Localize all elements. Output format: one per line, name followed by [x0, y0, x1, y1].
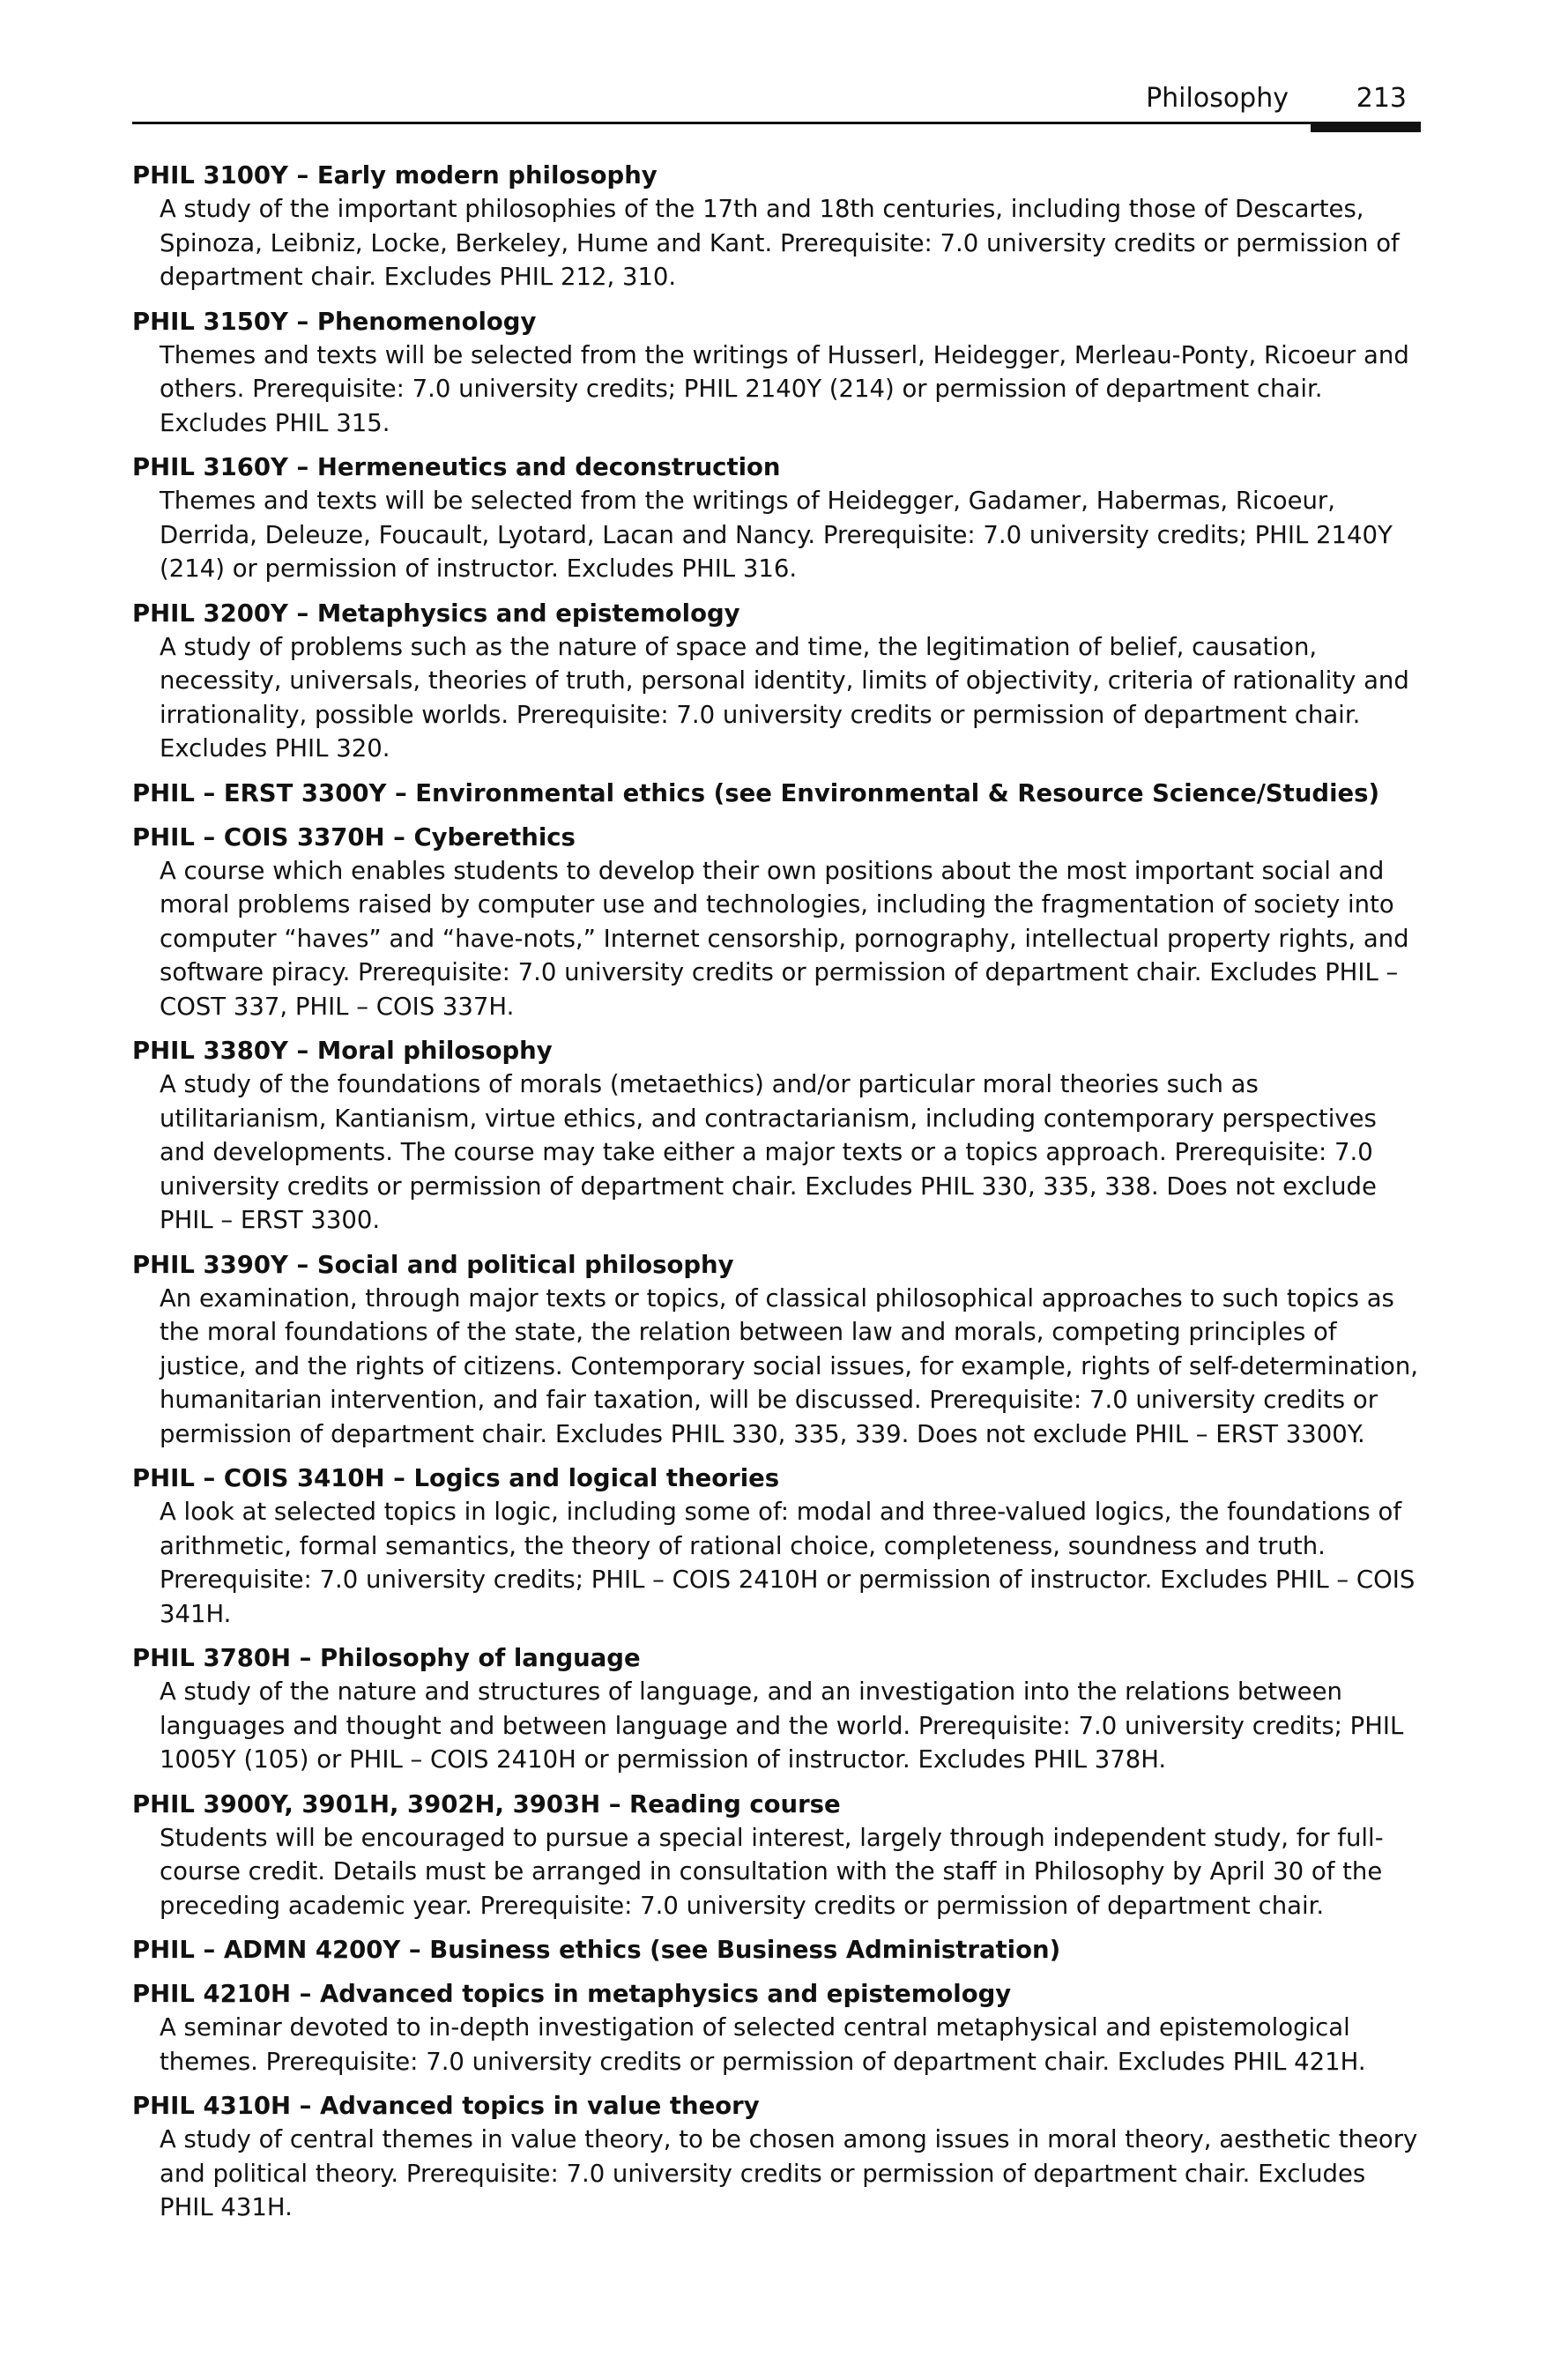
course-title: PHIL – ERST 3300Y – Environmental ethics (see Environmental & Resource Science/Studies): [132, 778, 1380, 807]
course-title: PHIL 3780H – Philosophy of language: [132, 1644, 641, 1672]
course-title: PHIL – COIS 3410H – Logics and logical theories: [132, 1464, 780, 1492]
header-tab-marker: [1311, 122, 1421, 132]
course-title: PHIL 3390Y – Social and political philosophy: [132, 1250, 734, 1279]
course-entry: [132, 1788, 1421, 1923]
course-description: A study of the foundations of morals (metaethics) and/or particular moral theories such as utilitarianism, Kantianism, virtue ethics, and contractarianism, including contemporary perspectives and developments. The course may take either a major texts or a topics approach. Prerequisite: 7.0 university credits or permission of department chair. Excludes PHIL 330, 335, 338. Does not exclude PHIL – ERST 3300.: [160, 1070, 1377, 1234]
course-description: An examination, through major texts or topics, of classical philosophical approaches to such topics as the moral foundations of the state, the relation between law and morals, competing principles of justice, and the rights of citizens. Contemporary social issues, for example, rights of self-determination, humanitarian intervention, and fair taxation, will be discussed. Prerequisite: 7.0 university credits or permission of department chair. Excludes PHIL 330, 335, 339. Does not exclude PHIL – ERST 3300Y.: [160, 1283, 1419, 1448]
course-title: PHIL 3160Y – Hermeneutics and deconstruction: [132, 453, 781, 481]
course-title: PHIL 4310H – Advanced topics in value theory: [132, 2092, 760, 2120]
course-description: Students will be encouraged to pursue a special interest, largely through independent study, for full-course credit. Details must be arranged in consultation with the staff in Philosophy by April 30 of the preceding academic year. Prerequisite: 7.0 university credits or permission of department chair.: [160, 1823, 1384, 1920]
course-description: A study of problems such as the nature of space and time, the legitimation of belief, causation, necessity, universals, theories of truth, personal identity, limits of objectivity, criteria of rationality and irrationality, possible worlds. Prerequisite: 7.0 university credits or permission of department chair. Excludes PHIL 320.: [160, 632, 1409, 762]
course-entry: [132, 159, 1421, 294]
course-entry: [132, 821, 1421, 1024]
course-entry: [132, 1641, 1421, 1777]
course-entry: [132, 450, 1421, 586]
course-entry: [132, 1933, 1421, 1967]
page-number: 213: [1356, 83, 1407, 114]
course-entry: [132, 305, 1421, 441]
course-title: PHIL 3380Y – Moral philosophy: [132, 1037, 553, 1065]
course-title: PHIL 3200Y – Metaphysics and epistemology: [132, 599, 740, 628]
course-entry: [132, 597, 1421, 766]
course-description: A course which enables students to develop their own positions about the most important social and moral problems raised by computer use and technologies, including the fragmentation of society into computer “haves” and “have-nots,” Internet censorship, pornography, intellectual property rights, and software piracy. Prerequisite: 7.0 university credits or permission of department chair. Excludes PHIL – COST 337, PHIL – COIS 337H.: [160, 856, 1409, 1021]
course-title: PHIL 4210H – Advanced topics in metaphysics and epistemology: [132, 1980, 1012, 2008]
course-description: Themes and texts will be selected from the writings of Husserl, Heidegger, Merleau-Ponty, Ricoeur and others. Prerequisite: 7.0 university credits; PHIL 2140Y (214) or permission of department chair. Excludes PHIL 315.: [160, 340, 1409, 437]
course-entry: [132, 1248, 1421, 1452]
course-description: A study of central themes in value theory, to be chosen among issues in moral theory, aesthetic theory and political theory. Prerequisite: 7.0 university credits or permission of department chair. Excludes PHIL 431H.: [160, 2125, 1418, 2221]
course-title: PHIL 3100Y – Early modern philosophy: [132, 161, 658, 190]
course-entry: [132, 2089, 1421, 2225]
running-head: [132, 81, 1421, 123]
course-description: A seminar devoted to in-depth investigation of selected central metaphysical and epistemological themes. Prerequisite: 7.0 university credits or permission of department chair. Excludes PHIL 421H.: [160, 2013, 1366, 2076]
course-list: [132, 159, 1421, 2235]
course-title: PHIL 3150Y – Phenomenology: [132, 307, 537, 336]
course-entry: [132, 1461, 1421, 1631]
course-entry: [132, 777, 1421, 810]
course-entry: [132, 1977, 1421, 2079]
course-description: A look at selected topics in logic, including some of: modal and three-valued logics, the foundations of arithmetic, formal semantics, the theory of rational choice, completeness, soundness and truth. Prerequisite: 7.0 university credits; PHIL – COIS 2410H or permission of instructor. Excludes PHIL – COIS 341H.: [160, 1498, 1416, 1628]
course-title: PHIL – COIS 3370H – Cyberethics: [132, 822, 576, 852]
course-title: PHIL 3900Y, 3901H, 3902H, 3903H – Reading course: [132, 1789, 841, 1818]
course-entry: [132, 1034, 1421, 1238]
course-description: A study of the nature and structures of language, and an investigation into the relations between languages and thought and between language and the world. Prerequisite: 7.0 university credits; PHIL 1005Y (105) or PHIL – COIS 2410H or permission of instructor. Excludes PHIL 378H.: [160, 1677, 1404, 1774]
header-rule: [132, 122, 1421, 124]
course-title: PHIL – ADMN 4200Y – Business ethics (see Business Administration): [132, 1936, 1061, 1964]
course-description: Themes and texts will be selected from the writings of Heidegger, Gadamer, Habermas, Ricoeur, Derrida, Deleuze, Foucault, Lyotard, Lacan and Nancy. Prerequisite: 7.0 university credits; PHIL 2140Y (214) or permission of instructor. Excludes PHIL 316.: [160, 487, 1393, 583]
section-title: Philosophy: [1146, 83, 1289, 114]
course-description: A study of the important philosophies of the 17th and 18th centuries, including those of Descartes, Spinoza, Leibniz, Locke, Berkeley, Hume and Kant. Prerequisite: 7.0 university credits or permission of department chair. Excludes PHIL 212, 310.: [160, 195, 1400, 291]
